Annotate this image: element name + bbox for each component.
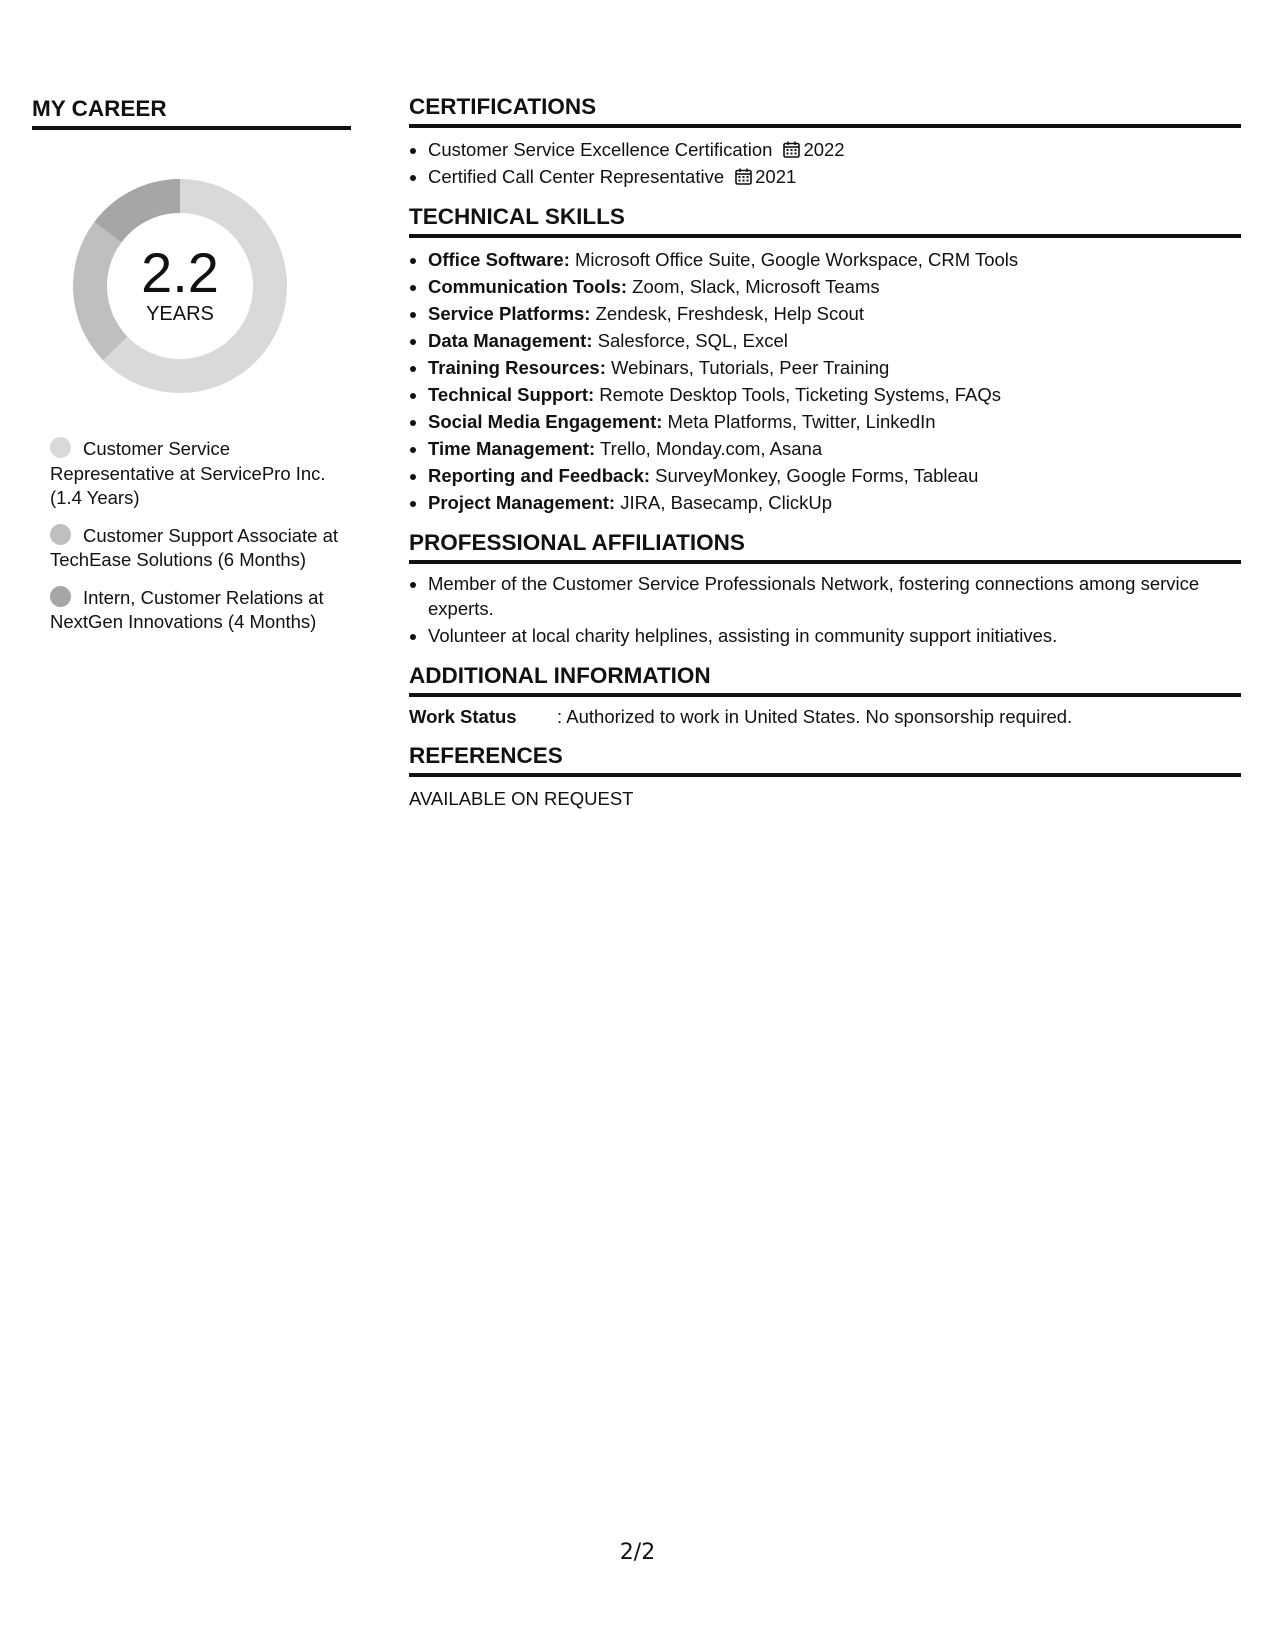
skill-value: Trello, Monday.com, Asana [595,438,823,459]
references-section [409,743,1241,811]
career-column [32,96,351,648]
skill-label: Social Media Engagement: [428,411,663,432]
skill-label: Technical Support: [428,384,595,405]
career-legend-item [50,586,340,635]
career-legend-label: Customer Service Representative at ServicePro Inc. (1.4 Years) [50,438,326,508]
skill-value: Salesforce, SQL, Excel [592,330,788,351]
legend-dot-icon [50,524,71,545]
career-legend [50,437,340,635]
skill-label: Data Management: [428,330,593,351]
skill-item [428,354,1241,381]
career-legend-item [50,524,340,573]
skill-label: Service Platforms: [428,303,591,324]
skill-value: Webinars, Tutorials, Peer Training [605,357,890,378]
certification-item [428,163,1241,190]
legend-dot-icon [50,586,71,607]
certification-year: 2021 [755,166,797,187]
affiliations-title: PROFESSIONAL AFFILIATIONS [409,530,1241,564]
skills-section [409,204,1241,516]
main-column [409,94,1241,825]
career-donut-chart [64,170,296,402]
skill-label: Time Management: [428,438,596,459]
legend-dot-icon [50,437,71,458]
skill-item [428,435,1241,462]
skill-item [428,489,1241,516]
skill-value: Remote Desktop Tools, Ticketing Systems, FAQs [594,384,1001,405]
calendar-icon [735,168,752,185]
work-status-row [409,705,1241,729]
certifications-list [409,136,1241,190]
skill-label: Office Software: [428,249,570,270]
affiliations-section [409,530,1241,649]
career-legend-item [50,437,340,511]
additional-info-section [409,663,1241,729]
skill-value: Microsoft Office Suite, Google Workspace, CRM Tools [569,249,1019,270]
work-status-label: Work Status [409,705,517,727]
skill-item [428,246,1241,273]
skill-value: SurveyMonkey, Google Forms, Tableau [650,465,979,486]
skill-item [428,327,1241,354]
skill-item [428,300,1241,327]
career-total-unit: YEARS [146,303,214,325]
affiliation-item: • Member of the Customer Service Professionals Network, fostering connections among service experts. [428,572,1241,621]
skill-value: JIRA, Basecamp, ClickUp [615,492,833,513]
skill-item [428,273,1241,300]
donut-center [64,170,296,325]
additional-info-title: ADDITIONAL INFORMATION [409,663,1241,697]
certification-name: Customer Service Excellence Certification [428,139,773,160]
certification-year: 2022 [803,139,845,160]
references-title: REFERENCES [409,743,1241,777]
page-number: 2/2 [619,1540,656,1565]
skill-value: Zendesk, Freshdesk, Help Scout [590,303,864,324]
certifications-title: CERTIFICATIONS [409,94,1241,128]
career-title: MY CAREER [32,96,351,130]
references-text: AVAILABLE ON REQUEST [409,787,634,809]
skill-item [428,381,1241,408]
skill-label: Project Management: [428,492,616,513]
affiliation-item: • Volunteer at local charity helplines, assisting in community support initiatives. [428,624,1241,649]
certification-name: Certified Call Center Representative [428,166,725,187]
skill-item [428,408,1241,435]
work-status-value: : Authorized to work in United States. No sponsorship required. [557,705,1073,727]
skill-value: Zoom, Slack, Microsoft Teams [627,276,880,297]
career-legend-label: Customer Support Associate at TechEase Solutions (6 Months) [50,524,339,570]
skills-title: TECHNICAL SKILLS [409,204,1241,238]
certifications-section [409,94,1241,190]
skill-item [428,462,1241,489]
career-total-value: 2.2 [141,241,219,304]
skill-value: Meta Platforms, Twitter, LinkedIn [662,411,936,432]
skill-label: Communication Tools: [428,276,628,297]
certification-item [428,136,1241,163]
affiliations-list [409,572,1241,649]
skill-label: Training Resources: [428,357,606,378]
career-legend-label: Intern, Customer Relations at NextGen Innovations (4 Months) [50,586,324,632]
skills-list [409,246,1241,516]
calendar-icon [783,141,800,158]
skill-label: Reporting and Feedback: [428,465,651,486]
